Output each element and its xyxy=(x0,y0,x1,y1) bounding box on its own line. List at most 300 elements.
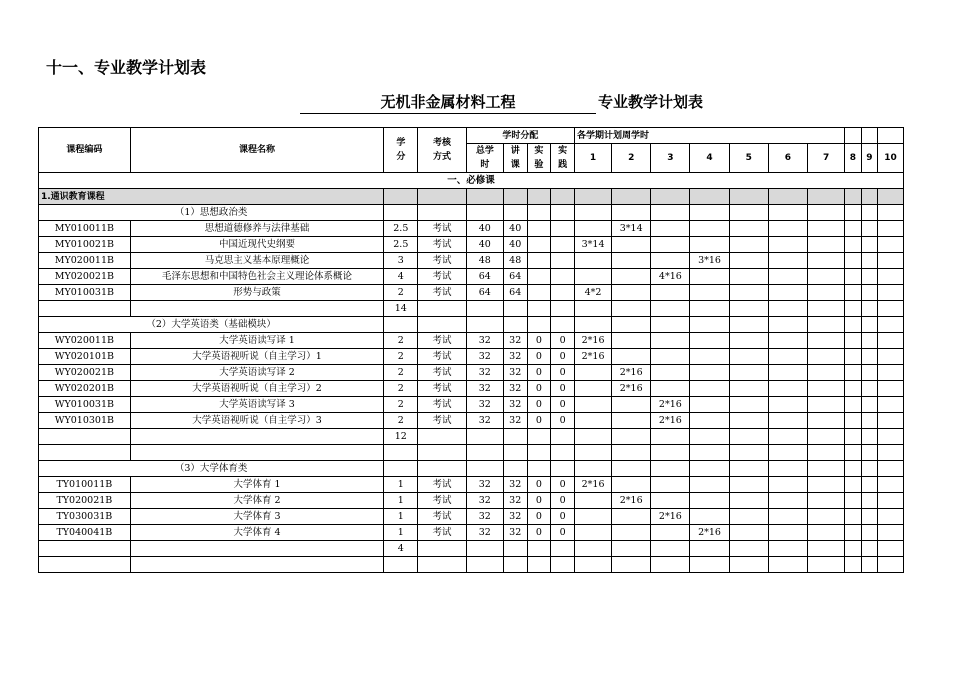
term-5-hours xyxy=(729,285,768,301)
course-lab-hours: 0 xyxy=(527,525,551,541)
term-7-hours xyxy=(807,477,844,493)
table-row xyxy=(39,509,904,525)
empty-cell xyxy=(384,557,418,573)
subgroup-politics xyxy=(39,205,904,221)
course-exam: 考试 xyxy=(418,509,466,525)
term-6-hours xyxy=(768,333,807,349)
empty-cell xyxy=(130,445,384,461)
empty-cell xyxy=(527,557,551,573)
term-10-hours xyxy=(878,269,904,285)
term-8-hours xyxy=(845,493,861,509)
header-term-6: 6 xyxy=(768,144,807,173)
empty-cell xyxy=(729,205,768,221)
empty-cell xyxy=(861,205,877,221)
empty-cell xyxy=(527,317,551,333)
credit-subtotal: 14 xyxy=(384,301,418,317)
group-row xyxy=(39,189,904,205)
term-9-hours xyxy=(861,349,877,365)
term-4-hours xyxy=(690,493,729,509)
term-7-hours xyxy=(807,333,844,349)
empty-cell xyxy=(651,429,690,445)
header-lab-hours: 实 验 xyxy=(527,144,551,173)
term-6-hours xyxy=(768,349,807,365)
empty-cell xyxy=(551,301,575,317)
header-weekly-hours: 各学期计划周学时 xyxy=(575,128,845,144)
course-exam: 考试 xyxy=(418,477,466,493)
term-5-hours xyxy=(729,525,768,541)
empty-cell xyxy=(551,541,575,557)
course-name: 大学英语读写译 1 xyxy=(130,333,384,349)
course-name: 毛泽东思想和中国特色社会主义理论体系概论 xyxy=(130,269,384,285)
empty-cell xyxy=(575,429,612,445)
course-lecture-hours: 32 xyxy=(503,493,527,509)
course-lecture-hours: 32 xyxy=(503,509,527,525)
empty-cell xyxy=(845,541,861,557)
empty-cell xyxy=(807,317,844,333)
term-10-hours xyxy=(878,509,904,525)
term-6-hours xyxy=(768,397,807,413)
course-name: 大学体育 3 xyxy=(130,509,384,525)
empty-cell xyxy=(807,445,844,461)
course-total-hours: 48 xyxy=(466,253,503,269)
term-4-hours: 3*16 xyxy=(690,253,729,269)
term-4-hours xyxy=(690,285,729,301)
section-required: 一、必修课 xyxy=(39,173,904,189)
subgroup-english-label: （2）大学英语类（基础模块） xyxy=(39,317,384,333)
empty-cell xyxy=(39,445,131,461)
header-term-9: 9 xyxy=(861,144,877,173)
empty-cell xyxy=(575,461,612,477)
course-practice-hours: 0 xyxy=(551,493,575,509)
term-7-hours xyxy=(807,413,844,429)
course-name: 思想道德修养与法律基础 xyxy=(130,221,384,237)
course-credit: 2 xyxy=(384,285,418,301)
term-4-hours xyxy=(690,413,729,429)
empty-cell xyxy=(551,189,575,205)
course-total-hours: 32 xyxy=(466,397,503,413)
empty-cell xyxy=(768,429,807,445)
table-row xyxy=(39,477,904,493)
empty-cell xyxy=(845,301,861,317)
empty-cell xyxy=(130,301,384,317)
term-7-hours xyxy=(807,365,844,381)
pe-total-row xyxy=(39,541,904,557)
course-practice-hours xyxy=(551,237,575,253)
empty-cell xyxy=(551,429,575,445)
empty-cell xyxy=(418,445,466,461)
header-lecture-hours: 讲 课 xyxy=(503,144,527,173)
empty-cell xyxy=(466,301,503,317)
course-practice-hours: 0 xyxy=(551,477,575,493)
course-practice-hours: 0 xyxy=(551,397,575,413)
term-2-hours xyxy=(612,397,651,413)
empty-cell xyxy=(807,189,844,205)
term-6-hours xyxy=(768,413,807,429)
term-4-hours xyxy=(690,397,729,413)
course-credit: 2.5 xyxy=(384,237,418,253)
table-row xyxy=(39,253,904,269)
empty-cell xyxy=(575,541,612,557)
empty-cell xyxy=(768,461,807,477)
course-code: TY040041B xyxy=(39,525,131,541)
course-name: 大学体育 2 xyxy=(130,493,384,509)
term-8-hours xyxy=(845,365,861,381)
empty-cell xyxy=(861,557,877,573)
term-10-hours xyxy=(878,349,904,365)
empty-cell xyxy=(807,541,844,557)
empty-cell xyxy=(651,301,690,317)
term-8-hours xyxy=(845,477,861,493)
course-practice-hours: 0 xyxy=(551,413,575,429)
term-3-hours xyxy=(651,237,690,253)
empty-cell xyxy=(418,189,466,205)
empty-cell xyxy=(575,317,612,333)
course-lecture-hours: 32 xyxy=(503,413,527,429)
course-name: 大学体育 1 xyxy=(130,477,384,493)
course-lecture-hours: 48 xyxy=(503,253,527,269)
term-8-hours xyxy=(845,397,861,413)
term-8-hours xyxy=(845,413,861,429)
course-name: 大学英语读写译 3 xyxy=(130,397,384,413)
course-exam: 考试 xyxy=(418,397,466,413)
term-8-hours xyxy=(845,333,861,349)
empty-cell xyxy=(861,189,877,205)
empty-cell xyxy=(861,445,877,461)
empty-cell xyxy=(729,189,768,205)
credit-subtotal: 4 xyxy=(384,541,418,557)
empty-cell xyxy=(612,429,651,445)
empty-cell xyxy=(845,557,861,573)
course-code: MY010021B xyxy=(39,237,131,253)
course-code: MY010031B xyxy=(39,285,131,301)
course-code: WY010301B xyxy=(39,413,131,429)
course-lecture-hours: 32 xyxy=(503,477,527,493)
course-code: WY020021B xyxy=(39,365,131,381)
empty-cell xyxy=(466,557,503,573)
term-10-hours xyxy=(878,285,904,301)
empty-cell xyxy=(768,445,807,461)
term-9-hours xyxy=(861,269,877,285)
term-4-hours xyxy=(690,365,729,381)
term-9-hours xyxy=(861,509,877,525)
course-lab-hours xyxy=(527,237,551,253)
header-term-2: 2 xyxy=(612,144,651,173)
empty-cell xyxy=(39,541,131,557)
course-exam: 考试 xyxy=(418,365,466,381)
course-lab-hours xyxy=(527,269,551,285)
term-8-hours xyxy=(845,509,861,525)
term-7-hours xyxy=(807,397,844,413)
course-total-hours: 32 xyxy=(466,333,503,349)
empty-cell xyxy=(807,429,844,445)
table-row xyxy=(39,397,904,413)
empty-cell xyxy=(575,189,612,205)
term-2-hours xyxy=(612,253,651,269)
term-1-hours: 2*16 xyxy=(575,349,612,365)
course-lab-hours: 0 xyxy=(527,349,551,365)
course-code: WY020101B xyxy=(39,349,131,365)
empty-cell xyxy=(768,557,807,573)
term-10-hours xyxy=(878,253,904,269)
term-6-hours xyxy=(768,493,807,509)
empty-cell xyxy=(503,317,527,333)
course-exam: 考试 xyxy=(418,493,466,509)
empty-cell xyxy=(503,557,527,573)
empty-cell xyxy=(651,557,690,573)
empty-cell xyxy=(130,541,384,557)
table-row xyxy=(39,285,904,301)
term-4-hours xyxy=(690,333,729,349)
course-name: 大学英语读写译 2 xyxy=(130,365,384,381)
course-total-hours: 32 xyxy=(466,365,503,381)
term-7-hours xyxy=(807,237,844,253)
empty-cell xyxy=(384,189,418,205)
subgroup-english xyxy=(39,317,904,333)
course-exam: 考试 xyxy=(418,525,466,541)
group-general-label: 1.通识教育课程 xyxy=(39,189,384,205)
term-9-hours xyxy=(861,333,877,349)
term-3-hours: 4*16 xyxy=(651,269,690,285)
course-practice-hours: 0 xyxy=(551,381,575,397)
term-9-hours xyxy=(861,397,877,413)
english-total-row xyxy=(39,429,904,445)
term-10-hours xyxy=(878,381,904,397)
header-course-code: 课程编码 xyxy=(39,128,131,173)
empty-cell xyxy=(878,557,904,573)
course-credit: 3 xyxy=(384,253,418,269)
course-exam: 考试 xyxy=(418,381,466,397)
term-2-hours xyxy=(612,237,651,253)
term-6-hours xyxy=(768,525,807,541)
empty-cell xyxy=(527,189,551,205)
term-4-hours xyxy=(690,221,729,237)
empty-cell xyxy=(384,445,418,461)
empty-cell xyxy=(690,541,729,557)
empty-cell xyxy=(384,205,418,221)
course-code: TY020021B xyxy=(39,493,131,509)
course-lecture-hours: 32 xyxy=(503,333,527,349)
header-term-4: 4 xyxy=(690,144,729,173)
header-term-10: 10 xyxy=(878,144,904,173)
course-code: WY020011B xyxy=(39,333,131,349)
header-term-5: 5 xyxy=(729,144,768,173)
course-lecture-hours: 32 xyxy=(503,349,527,365)
term-1-hours xyxy=(575,253,612,269)
term-1-hours xyxy=(575,509,612,525)
empty-cell xyxy=(575,557,612,573)
term-6-hours xyxy=(768,253,807,269)
empty-cell xyxy=(651,189,690,205)
empty-cell xyxy=(503,189,527,205)
empty-cell xyxy=(729,557,768,573)
empty-cell xyxy=(768,541,807,557)
term-9-hours xyxy=(861,253,877,269)
empty-cell xyxy=(768,205,807,221)
term-5-hours xyxy=(729,349,768,365)
course-exam: 考试 xyxy=(418,253,466,269)
empty-cell xyxy=(729,429,768,445)
header-hours-allocation: 学时分配 xyxy=(466,128,574,144)
course-lecture-hours: 40 xyxy=(503,237,527,253)
term-6-hours xyxy=(768,477,807,493)
course-lecture-hours: 64 xyxy=(503,269,527,285)
empty-cell xyxy=(878,429,904,445)
empty-cell xyxy=(861,317,877,333)
empty-cell xyxy=(690,317,729,333)
term-4-hours xyxy=(690,509,729,525)
course-exam: 考试 xyxy=(418,237,466,253)
empty-cell xyxy=(807,301,844,317)
table-row xyxy=(39,269,904,285)
course-total-hours: 32 xyxy=(466,413,503,429)
term-6-hours xyxy=(768,269,807,285)
empty-cell xyxy=(466,461,503,477)
course-lab-hours xyxy=(527,285,551,301)
empty-cell xyxy=(130,557,384,573)
empty-cell xyxy=(612,445,651,461)
course-total-hours: 32 xyxy=(466,381,503,397)
term-4-hours xyxy=(690,477,729,493)
course-lab-hours: 0 xyxy=(527,365,551,381)
table-row xyxy=(39,381,904,397)
term-1-hours xyxy=(575,365,612,381)
term-2-hours xyxy=(612,285,651,301)
term-5-hours xyxy=(729,509,768,525)
empty-cell xyxy=(729,301,768,317)
empty-cell xyxy=(878,301,904,317)
course-code: WY010031B xyxy=(39,397,131,413)
course-lab-hours xyxy=(527,221,551,237)
course-total-hours: 32 xyxy=(466,349,503,365)
empty-cell xyxy=(651,445,690,461)
term-10-hours xyxy=(878,413,904,429)
course-credit: 2 xyxy=(384,349,418,365)
empty-cell xyxy=(418,301,466,317)
term-1-hours xyxy=(575,221,612,237)
empty-cell xyxy=(418,461,466,477)
empty-cell xyxy=(861,429,877,445)
term-3-hours xyxy=(651,525,690,541)
course-credit: 4 xyxy=(384,269,418,285)
term-7-hours xyxy=(807,525,844,541)
term-2-hours: 3*14 xyxy=(612,221,651,237)
term-9-hours xyxy=(861,237,877,253)
empty-cell xyxy=(861,301,877,317)
term-3-hours xyxy=(651,493,690,509)
course-lab-hours: 0 xyxy=(527,509,551,525)
term-9-hours xyxy=(861,285,877,301)
empty-cell xyxy=(466,205,503,221)
empty-cell xyxy=(878,461,904,477)
term-1-hours xyxy=(575,413,612,429)
course-practice-hours: 0 xyxy=(551,333,575,349)
course-credit: 2 xyxy=(384,381,418,397)
course-practice-hours: 0 xyxy=(551,365,575,381)
empty-cell xyxy=(861,461,877,477)
empty-cell xyxy=(612,461,651,477)
term-10-hours xyxy=(878,221,904,237)
term-8-hours xyxy=(845,253,861,269)
course-name: 马克思主义基本原理概论 xyxy=(130,253,384,269)
term-3-hours xyxy=(651,349,690,365)
term-6-hours xyxy=(768,285,807,301)
empty-cell xyxy=(690,189,729,205)
header-total-hours: 总学 时 xyxy=(466,144,503,173)
term-3-hours xyxy=(651,285,690,301)
table-row xyxy=(39,237,904,253)
course-name: 形势与政策 xyxy=(130,285,384,301)
term-10-hours xyxy=(878,493,904,509)
term-1-hours: 2*16 xyxy=(575,333,612,349)
empty-cell xyxy=(130,429,384,445)
empty-cell xyxy=(651,317,690,333)
empty-cell xyxy=(527,541,551,557)
header-credit: 学 分 xyxy=(384,128,418,173)
empty-cell xyxy=(551,205,575,221)
empty-cell xyxy=(651,205,690,221)
empty-cell xyxy=(527,205,551,221)
term-2-hours xyxy=(612,509,651,525)
empty-cell xyxy=(503,461,527,477)
empty-cell xyxy=(418,317,466,333)
term-2-hours xyxy=(612,525,651,541)
empty-cell xyxy=(690,205,729,221)
term-5-hours xyxy=(729,237,768,253)
empty-cell xyxy=(612,317,651,333)
course-code: TY010011B xyxy=(39,477,131,493)
course-credit: 1 xyxy=(384,509,418,525)
term-5-hours xyxy=(729,221,768,237)
term-6-hours xyxy=(768,221,807,237)
empty-cell xyxy=(575,301,612,317)
course-lab-hours: 0 xyxy=(527,493,551,509)
course-code: TY030031B xyxy=(39,509,131,525)
course-code: MY010011B xyxy=(39,221,131,237)
table-title xyxy=(300,91,720,115)
empty-cell xyxy=(768,317,807,333)
term-3-hours xyxy=(651,365,690,381)
credit-subtotal: 12 xyxy=(384,429,418,445)
term-10-hours xyxy=(878,333,904,349)
term-2-hours: 2*16 xyxy=(612,365,651,381)
course-total-hours: 32 xyxy=(466,477,503,493)
term-10-hours xyxy=(878,477,904,493)
term-8-hours xyxy=(845,381,861,397)
empty-cell xyxy=(729,541,768,557)
empty-cell xyxy=(418,429,466,445)
blank-row xyxy=(39,557,904,573)
blank-row xyxy=(39,445,904,461)
course-practice-hours xyxy=(551,221,575,237)
course-total-hours: 32 xyxy=(466,509,503,525)
major-name: 无机非金属材料工程 xyxy=(300,91,596,114)
empty-cell xyxy=(807,205,844,221)
term-8-hours xyxy=(845,237,861,253)
term-9-hours xyxy=(861,221,877,237)
empty-cell xyxy=(878,205,904,221)
term-4-hours: 2*16 xyxy=(690,525,729,541)
course-total-hours: 64 xyxy=(466,285,503,301)
course-credit: 1 xyxy=(384,525,418,541)
empty-cell xyxy=(466,429,503,445)
term-4-hours xyxy=(690,381,729,397)
term-9-hours xyxy=(861,525,877,541)
header-term-3: 3 xyxy=(651,144,690,173)
course-credit: 2 xyxy=(384,365,418,381)
term-9-hours xyxy=(861,493,877,509)
empty-cell xyxy=(878,317,904,333)
course-name: 大学英语视听说（自主学习）3 xyxy=(130,413,384,429)
